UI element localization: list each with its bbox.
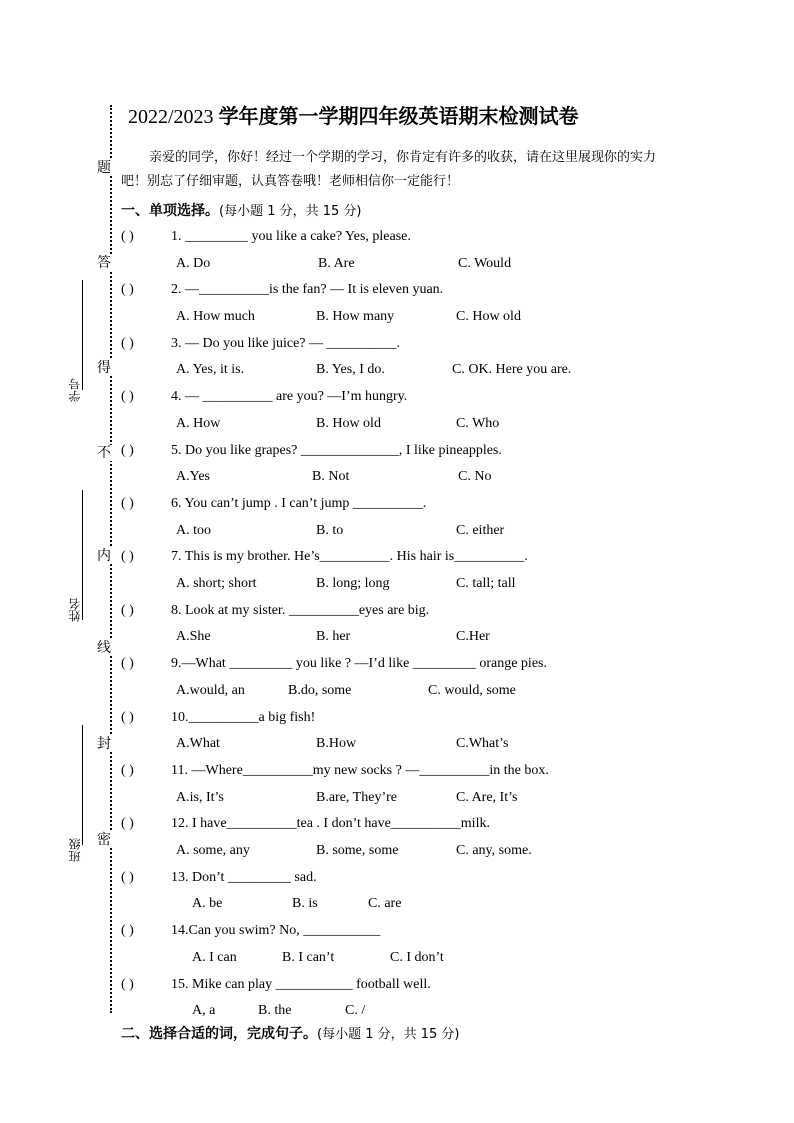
option-a: A.She [176, 629, 211, 645]
option-b: B. I can’t [282, 949, 335, 965]
option-b: B. the [258, 1003, 292, 1019]
option-b: B. Not [312, 469, 350, 485]
answer-blank[interactable]: ( ) [121, 282, 134, 298]
question-text: 1. _________ you like a cake? Yes, please. [171, 229, 411, 244]
question-15 [121, 976, 431, 994]
question-text: 9.—What _________ you like ? —I’d like _________ orange pies. [171, 656, 547, 672]
option-b: B. How old [316, 415, 381, 431]
option-c: C. any, some. [456, 842, 532, 858]
question-6 [121, 495, 426, 513]
seal-char: 线 [97, 640, 111, 656]
student-number-line [82, 280, 83, 390]
option-a: A.Yes [176, 469, 210, 485]
exam-title [128, 100, 688, 129]
question-14 [121, 922, 380, 940]
option-a: A.What [176, 736, 220, 752]
option-a: A. be [192, 896, 223, 912]
question-text: 4. — __________ are you? —I’m hungry. [171, 389, 408, 405]
exam-title-text: 学年度第一学期四年级英语期末检测试卷 [218, 104, 579, 128]
question-5 [121, 442, 502, 460]
seal-char: 封 [97, 736, 111, 752]
option-a: A. I can [192, 949, 237, 965]
class-line [82, 725, 83, 845]
option-c: C. OK. Here you are. [452, 362, 572, 378]
section-1-heading [121, 200, 362, 220]
answer-blank[interactable]: ( ) [121, 816, 134, 832]
question-3 [121, 335, 400, 353]
option-b: B. Are [318, 255, 355, 271]
answer-blank[interactable]: ( ) [121, 496, 134, 511]
option-c: C. would, some [428, 682, 516, 698]
question-11 [121, 762, 549, 780]
question-text: 5. Do you like grapes? ______________, I like pineapples. [171, 442, 502, 458]
answer-blank[interactable]: ( ) [121, 763, 134, 778]
option-c: C. Who [456, 415, 500, 431]
option-c: C. How old [456, 308, 521, 324]
option-b: B.do, some [288, 682, 352, 698]
question-text: 14.Can you swim? No, ___________ [171, 923, 381, 939]
question-8 [121, 602, 429, 620]
seal-char: 内 [97, 548, 111, 564]
option-c: C. Are, It’s [456, 789, 518, 805]
question-text: 7. This is my brother. He’s__________. His hair is__________. [171, 549, 528, 565]
question-text: 13. Don’t _________ sad. [171, 869, 317, 885]
section-2-heading [121, 1023, 460, 1043]
seal-char: 题 [97, 160, 111, 176]
answer-blank[interactable]: ( ) [121, 976, 134, 992]
question-2 [121, 281, 443, 299]
option-b: B. long; long [316, 575, 390, 591]
option-b: B. her [316, 629, 351, 645]
question-13 [121, 869, 317, 887]
option-b: B. is [292, 896, 318, 912]
question-text: 3. — Do you like juice? — __________. [171, 335, 401, 351]
question-text: 2. —__________is the fan? — It is eleven yuan. [171, 282, 444, 298]
option-b: B. Yes, I do. [316, 362, 385, 378]
answer-blank[interactable]: ( ) [121, 335, 134, 351]
question-12 [121, 815, 490, 833]
student-number-label: 学号 [68, 378, 82, 402]
answer-blank[interactable]: ( ) [121, 656, 134, 672]
question-text: 15. Mike can play ___________ football well. [171, 976, 431, 992]
option-b: B. How many [316, 308, 395, 324]
option-a: A.would, an [176, 682, 245, 698]
question-4 [121, 388, 407, 406]
question-9 [121, 655, 547, 673]
question-7 [121, 548, 528, 566]
option-c: C. Would [458, 255, 512, 271]
answer-blank[interactable]: ( ) [121, 709, 134, 725]
option-b: B. some, some [316, 842, 399, 858]
option-a: A. some, any [176, 842, 250, 858]
seal-char: 得 [97, 360, 111, 376]
option-a: A. short; short [176, 575, 257, 591]
name-label: 姓名 [68, 598, 82, 622]
question-text: 11. —Where__________my new socks ? —__________in the box. [171, 763, 549, 778]
option-a: A. How much [176, 308, 255, 324]
section-1-title: 一、单项选择。 [121, 203, 219, 219]
name-line [82, 490, 83, 620]
answer-blank[interactable]: ( ) [121, 442, 134, 458]
seal-char: 不 [97, 445, 111, 461]
option-c: C.What’s [456, 736, 509, 752]
answer-blank[interactable]: ( ) [121, 389, 134, 405]
answer-blank[interactable]: ( ) [121, 869, 134, 885]
section-2-note: (每小题 1 分，共 15 分) [317, 1027, 460, 1042]
option-a: A.is, It’s [176, 789, 224, 805]
answer-blank[interactable]: ( ) [121, 602, 134, 618]
option-a: A, a [192, 1003, 216, 1019]
answer-blank[interactable]: ( ) [121, 229, 134, 244]
exam-year: 2022/2023 [128, 106, 214, 128]
intro-paragraph: 亲爱的同学，你好！经过一个学期的学习，你肯定有许多的收获，请在这里展现你的实力吧！别忘了仔细审题，认真答卷哦！老师相信你一定能行！ [121, 150, 657, 189]
option-b: B.are, They’re [316, 789, 397, 805]
option-c: C. either [456, 522, 505, 538]
option-a: A. How [176, 415, 221, 431]
option-c: C. / [345, 1003, 366, 1019]
option-b: B. to [316, 522, 344, 538]
question-text: 8. Look at my sister. __________eyes are big. [171, 602, 430, 618]
option-c: C. are [368, 896, 402, 912]
question-text: 6. You can’t jump . I can’t jump __________. [171, 496, 427, 511]
option-a: A. too [176, 522, 211, 538]
section-1-note: (每小题 1 分，共 15 分) [219, 204, 362, 219]
option-c: C. I don’t [390, 949, 444, 965]
option-c: C. No [458, 469, 492, 485]
seal-char: 密 [97, 832, 111, 848]
option-c: C.Her [456, 629, 490, 645]
section-2-title: 二、选择合适的词，完成句子。 [121, 1026, 317, 1042]
question-text: 12. I have__________tea . I don’t have__________milk. [171, 816, 490, 832]
option-a: A. Yes, it is. [176, 362, 245, 378]
question-1 [121, 228, 411, 246]
class-label: 班级 [68, 838, 82, 862]
answer-blank[interactable]: ( ) [121, 549, 134, 565]
question-10 [121, 709, 315, 727]
option-a: A. Do [176, 255, 211, 271]
seal-char: 答 [97, 255, 111, 271]
option-b: B.How [316, 736, 357, 752]
option-c: C. tall; tall [456, 575, 516, 591]
question-text: 10.__________a big fish! [171, 709, 316, 725]
answer-blank[interactable]: ( ) [121, 923, 134, 939]
